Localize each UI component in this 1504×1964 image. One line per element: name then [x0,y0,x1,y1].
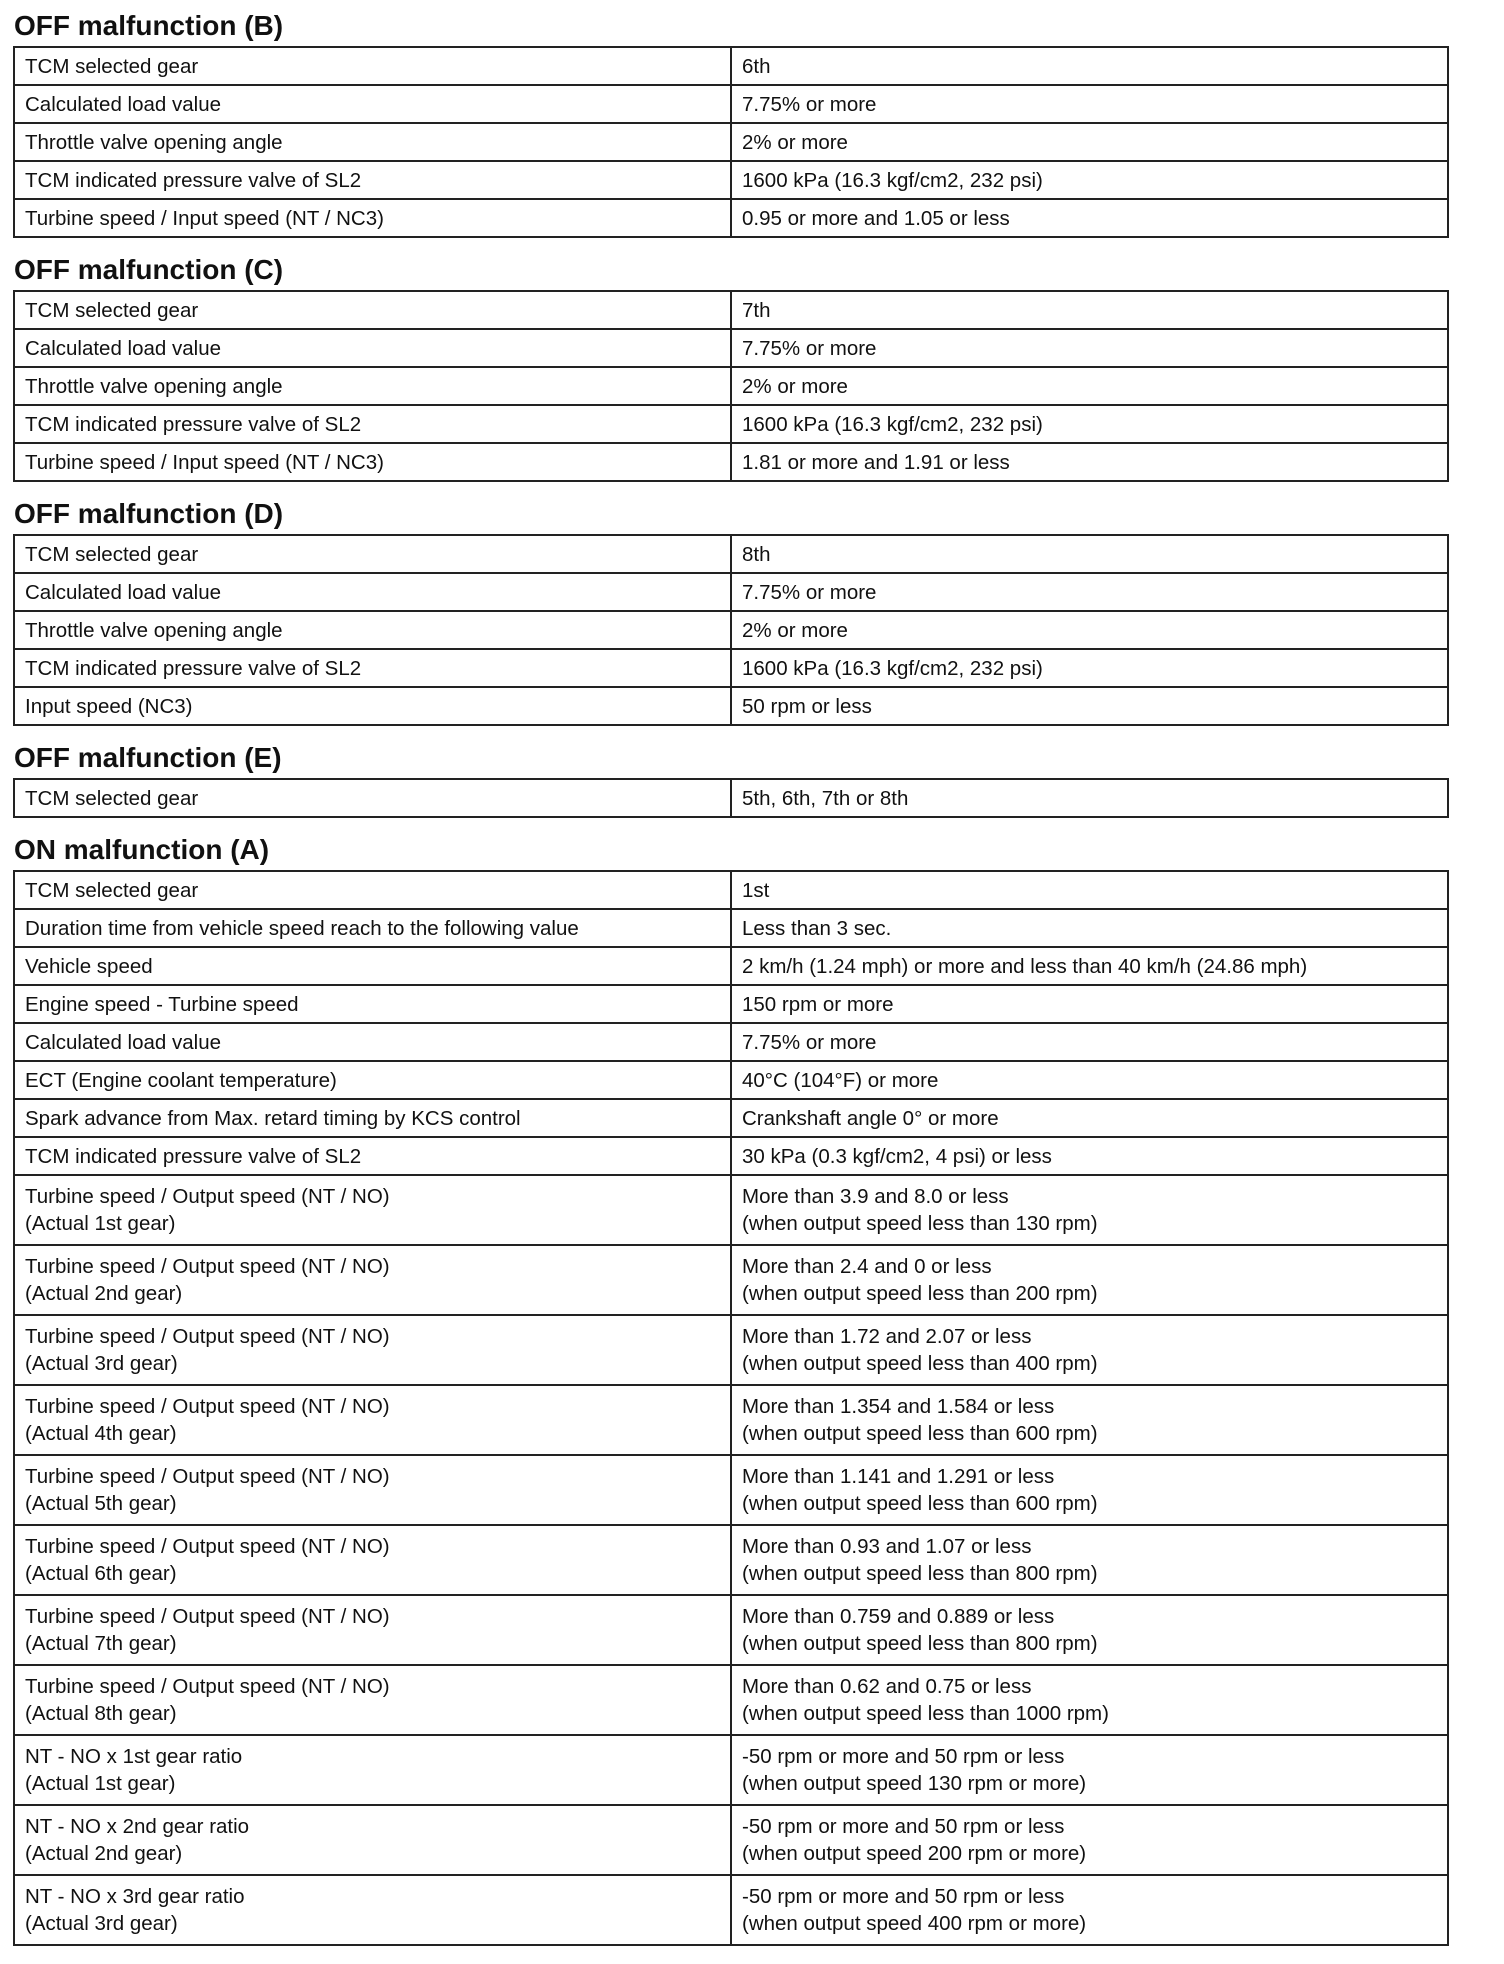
condition-label: Turbine speed / Output speed (NT / NO) (Actual 3rd gear) [14,1315,731,1385]
condition-label: TCM selected gear [14,779,731,817]
table-row [14,1061,1448,1099]
condition-label: Turbine speed / Output speed (NT / NO) (Actual 1st gear) [14,1175,731,1245]
condition-value: 7.75% or more [731,329,1448,367]
condition-value: 1.81 or more and 1.91 or less [731,443,1448,481]
condition-label: Turbine speed / Output speed (NT / NO) (Actual 8th gear) [14,1665,731,1735]
table-row [14,649,1448,687]
condition-label: TCM selected gear [14,535,731,573]
table-row [14,1875,1448,1945]
condition-table [13,46,1449,238]
condition-value: -50 rpm or more and 50 rpm or less (when output speed 130 rpm or more) [731,1735,1448,1805]
condition-value: More than 0.62 and 0.75 or less (when output speed less than 1000 rpm) [731,1665,1448,1735]
condition-value: 2% or more [731,367,1448,405]
condition-table [13,534,1449,726]
table-row [14,1315,1448,1385]
table-row [14,1385,1448,1455]
condition-label: Throttle valve opening angle [14,367,731,405]
condition-label: TCM selected gear [14,871,731,909]
table-row [14,85,1448,123]
table-row [14,611,1448,649]
table-row [14,985,1448,1023]
condition-table [13,290,1449,482]
table-row [14,1595,1448,1665]
condition-label: NT - NO x 2nd gear ratio (Actual 2nd gear) [14,1805,731,1875]
condition-value: 0.95 or more and 1.05 or less [731,199,1448,237]
section-title: ON malfunction (A) [14,834,270,865]
section-title: OFF malfunction (D) [14,498,284,529]
condition-label: NT - NO x 1st gear ratio (Actual 1st gear) [14,1735,731,1805]
condition-value: More than 1.354 and 1.584 or less (when output speed less than 600 rpm) [731,1385,1448,1455]
condition-value: 1st [731,871,1448,909]
condition-label: Calculated load value [14,85,731,123]
condition-value: 2% or more [731,611,1448,649]
condition-value: 8th [731,535,1448,573]
table-row [14,329,1448,367]
condition-value: 1600 kPa (16.3 kgf/cm2, 232 psi) [731,161,1448,199]
table-row [14,405,1448,443]
condition-value: 150 rpm or more [731,985,1448,1023]
condition-value: 7.75% or more [731,85,1448,123]
table-row [14,47,1448,85]
table-row [14,909,1448,947]
condition-table [13,870,1449,1946]
condition-label: Vehicle speed [14,947,731,985]
condition-label: Throttle valve opening angle [14,611,731,649]
condition-label: TCM indicated pressure valve of SL2 [14,649,731,687]
table-row [14,1245,1448,1315]
condition-label: TCM indicated pressure valve of SL2 [14,161,731,199]
condition-value: -50 rpm or more and 50 rpm or less (when output speed 400 rpm or more) [731,1875,1448,1945]
table-row [14,573,1448,611]
section-title: OFF malfunction (E) [14,742,282,773]
table-row [14,367,1448,405]
condition-value: 5th, 6th, 7th or 8th [731,779,1448,817]
condition-label: Turbine speed / Input speed (NT / NC3) [14,199,731,237]
condition-value: More than 3.9 and 8.0 or less (when output speed less than 130 rpm) [731,1175,1448,1245]
condition-label: Turbine speed / Output speed (NT / NO) (Actual 2nd gear) [14,1245,731,1315]
condition-table [13,778,1449,818]
condition-label: Spark advance from Max. retard timing by KCS control [14,1099,731,1137]
table-row [14,443,1448,481]
table-row [14,687,1448,725]
table-row [14,535,1448,573]
condition-value: More than 0.759 and 0.889 or less (when output speed less than 800 rpm) [731,1595,1448,1665]
condition-label: Calculated load value [14,329,731,367]
condition-label: Calculated load value [14,573,731,611]
condition-label: Engine speed - Turbine speed [14,985,731,1023]
condition-value: More than 2.4 and 0 or less (when output speed less than 200 rpm) [731,1245,1448,1315]
condition-value: 40°C (104°F) or more [731,1061,1448,1099]
section-title: OFF malfunction (B) [14,10,284,41]
condition-label: TCM indicated pressure valve of SL2 [14,1137,731,1175]
table-row [14,1137,1448,1175]
table-row [14,199,1448,237]
condition-label: Calculated load value [14,1023,731,1061]
condition-label: Duration time from vehicle speed reach to the following value [14,909,731,947]
condition-label: TCM selected gear [14,291,731,329]
table-row [14,1099,1448,1137]
condition-label: Turbine speed / Output speed (NT / NO) (Actual 7th gear) [14,1595,731,1665]
condition-value: 1600 kPa (16.3 kgf/cm2, 232 psi) [731,649,1448,687]
condition-value: More than 1.141 and 1.291 or less (when output speed less than 600 rpm) [731,1455,1448,1525]
table-row [14,779,1448,817]
condition-value: 1600 kPa (16.3 kgf/cm2, 232 psi) [731,405,1448,443]
condition-value: More than 0.93 and 1.07 or less (when output speed less than 800 rpm) [731,1525,1448,1595]
condition-label: Input speed (NC3) [14,687,731,725]
condition-value: 2 km/h (1.24 mph) or more and less than 40 km/h (24.86 mph) [731,947,1448,985]
table-row [14,123,1448,161]
condition-label: ECT (Engine coolant temperature) [14,1061,731,1099]
condition-value: 30 kPa (0.3 kgf/cm2, 4 psi) or less [731,1137,1448,1175]
table-row [14,1665,1448,1735]
table-row [14,1805,1448,1875]
table-row [14,291,1448,329]
condition-label: TCM indicated pressure valve of SL2 [14,405,731,443]
condition-value: 7.75% or more [731,573,1448,611]
condition-value: 2% or more [731,123,1448,161]
condition-label: NT - NO x 3rd gear ratio (Actual 3rd gear) [14,1875,731,1945]
condition-value: 7.75% or more [731,1023,1448,1061]
condition-label: Turbine speed / Output speed (NT / NO) (Actual 4th gear) [14,1385,731,1455]
condition-value: 50 rpm or less [731,687,1448,725]
condition-value: 6th [731,47,1448,85]
section-title: OFF malfunction (C) [14,254,284,285]
condition-label: Turbine speed / Output speed (NT / NO) (Actual 6th gear) [14,1525,731,1595]
table-row [14,161,1448,199]
table-row [14,1023,1448,1061]
table-row [14,1735,1448,1805]
condition-value: 7th [731,291,1448,329]
condition-label: Throttle valve opening angle [14,123,731,161]
condition-label: Turbine speed / Output speed (NT / NO) (Actual 5th gear) [14,1455,731,1525]
table-row [14,1455,1448,1525]
table-row [14,947,1448,985]
condition-value: Crankshaft angle 0° or more [731,1099,1448,1137]
table-row [14,1175,1448,1245]
condition-value: -50 rpm or more and 50 rpm or less (when output speed 200 rpm or more) [731,1805,1448,1875]
table-row [14,1525,1448,1595]
condition-value: More than 1.72 and 2.07 or less (when output speed less than 400 rpm) [731,1315,1448,1385]
condition-label: Turbine speed / Input speed (NT / NC3) [14,443,731,481]
condition-value: Less than 3 sec. [731,909,1448,947]
table-row [14,871,1448,909]
condition-label: TCM selected gear [14,47,731,85]
